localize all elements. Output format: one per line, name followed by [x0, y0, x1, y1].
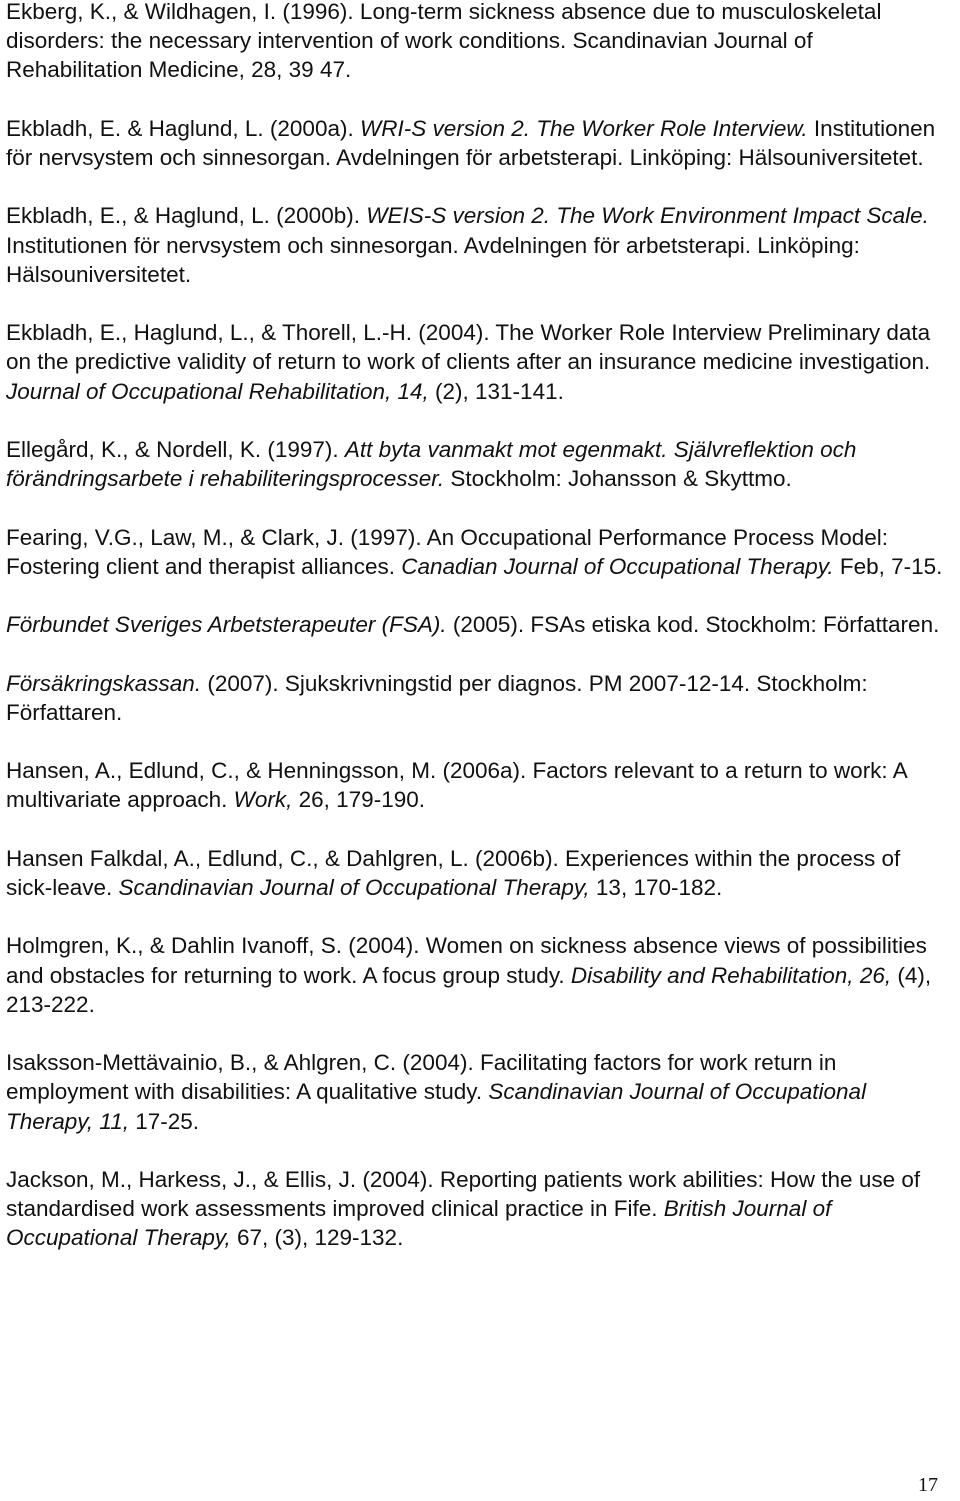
reference-text: 13, 170-182. — [589, 874, 723, 900]
reference-entry — [6, 610, 950, 639]
reference-title: Att byta vanmakt mot egenmakt. Självreflektion och förändringsarbete i rehabiliteringsprocesser. — [6, 436, 857, 492]
reference-text: Ekbladh, E., & Haglund, L. (2000b). — [6, 203, 367, 229]
reference-text: Institutionen för nervsystem och sinnesorgan. Avdelningen för arbetsterapi. Linköping: Hälsouniversitetet. — [6, 115, 936, 170]
reference-text: 26, 179-190. — [292, 787, 425, 813]
reference-page — [6, 0, 950, 1282]
reference-entry — [6, 201, 950, 289]
reference-text: 17-25. — [128, 1108, 200, 1134]
reference-text: Hansen Falkdal, A., Edlund, C., & Dahlgren, L. (2006b). Experiences within the process of sick-leave. — [6, 845, 901, 900]
reference-text: Institutionen för nervsystem och sinnesorgan. Avdelningen för arbetsterapi. Linköping: Hälsouniversitetet. — [6, 232, 860, 287]
reference-entry — [6, 756, 950, 814]
reference-entry — [6, 435, 950, 493]
reference-text: (2), 131-141. — [428, 378, 564, 404]
reference-text: Feb, 7-15. — [833, 553, 943, 579]
reference-entry — [6, 669, 950, 727]
page-number: 17 — [918, 1474, 938, 1496]
reference-journal: Scandinavian Journal of Occupational Therapy, — [118, 874, 590, 900]
reference-author: Försäkringskassan. — [6, 670, 202, 696]
reference-text: Ekberg, K., & Wildhagen, I. (1996). Long-term sickness absence due to musculoskeletal disorders: the necessary intervention of work conditions. Scandinavian Journal of Rehabilitation Medicine, 28, 39 47. — [6, 0, 882, 83]
reference-text: 67, (3), 129-132. — [230, 1225, 404, 1251]
reference-list — [6, 0, 950, 1253]
reference-text: Fearing, V.G., Law, M., & Clark, J. (1997). An Occupational Performance Process Model: Fostering client and therapist alliances. — [6, 524, 889, 579]
reference-journal: Disability and Rehabilitation, 26, — [570, 962, 892, 988]
reference-entry — [6, 523, 950, 581]
reference-journal: Scandinavian Journal of Occupational Therapy, 11, — [6, 1079, 867, 1134]
reference-entry — [6, 318, 950, 406]
reference-entry — [6, 1048, 950, 1136]
reference-journal: Journal of Occupational Rehabilitation, 14, — [6, 378, 429, 404]
reference-journal: Canadian Journal of Occupational Therapy. — [401, 553, 834, 579]
reference-author: Förbundet Sveriges Arbetsterapeuter (FSA). — [6, 612, 447, 638]
reference-text: Hansen, A., Edlund, C., & Henningsson, M. (2006a). Factors relevant to a return to work: A multivariate approach. — [6, 758, 907, 813]
reference-title: WRI-S version 2. The Worker Role Interview. — [359, 115, 808, 141]
reference-entry — [6, 1165, 950, 1253]
reference-text: Isaksson-Mettävainio, B., & Ahlgren, C. (2004). Facilitating factors for work return in employment with disabilities: A qualitative study. — [6, 1050, 837, 1105]
reference-text: Ekbladh, E., Haglund, L., & Thorell, L.-H. (2004). The Worker Role Interview Preliminary data on the predictive validity of return to work of clients after an insurance medicine investigation. — [6, 320, 931, 375]
reference-journal: Work, — [233, 787, 293, 813]
reference-text: (2007). Sjukskrivningstid per diagnos. PM 2007-12-14. Stockholm: Författaren. — [6, 670, 868, 725]
reference-text: (2005). FSAs etiska kod. Stockholm: Författaren. — [446, 612, 940, 638]
reference-text: (4), 213-222. — [6, 962, 932, 1017]
reference-title: WEIS-S version 2. The Work Environment Impact Scale. — [366, 203, 929, 229]
reference-entry — [6, 0, 950, 85]
reference-text: Stockholm: Johansson & Skyttmo. — [444, 466, 792, 492]
reference-text: Ellegård, K., & Nordell, K. (1997). — [6, 436, 345, 462]
reference-journal: British Journal of Occupational Therapy, — [6, 1196, 832, 1251]
reference-entry — [6, 114, 950, 172]
reference-entry — [6, 931, 950, 1019]
reference-text: Holmgren, K., & Dahlin Ivanoff, S. (2004). Women on sickness absence views of possibilities and obstacles for returning to work. A focus group study. — [6, 933, 927, 988]
reference-text: Jackson, M., Harkess, J., & Ellis, J. (2004). Reporting patients work abilities: How the use of standardised work assessments improved clinical practice in Fife. — [6, 1166, 921, 1222]
reference-entry — [6, 844, 950, 902]
reference-text: Ekbladh, E. & Haglund, L. (2000a). — [6, 115, 360, 141]
